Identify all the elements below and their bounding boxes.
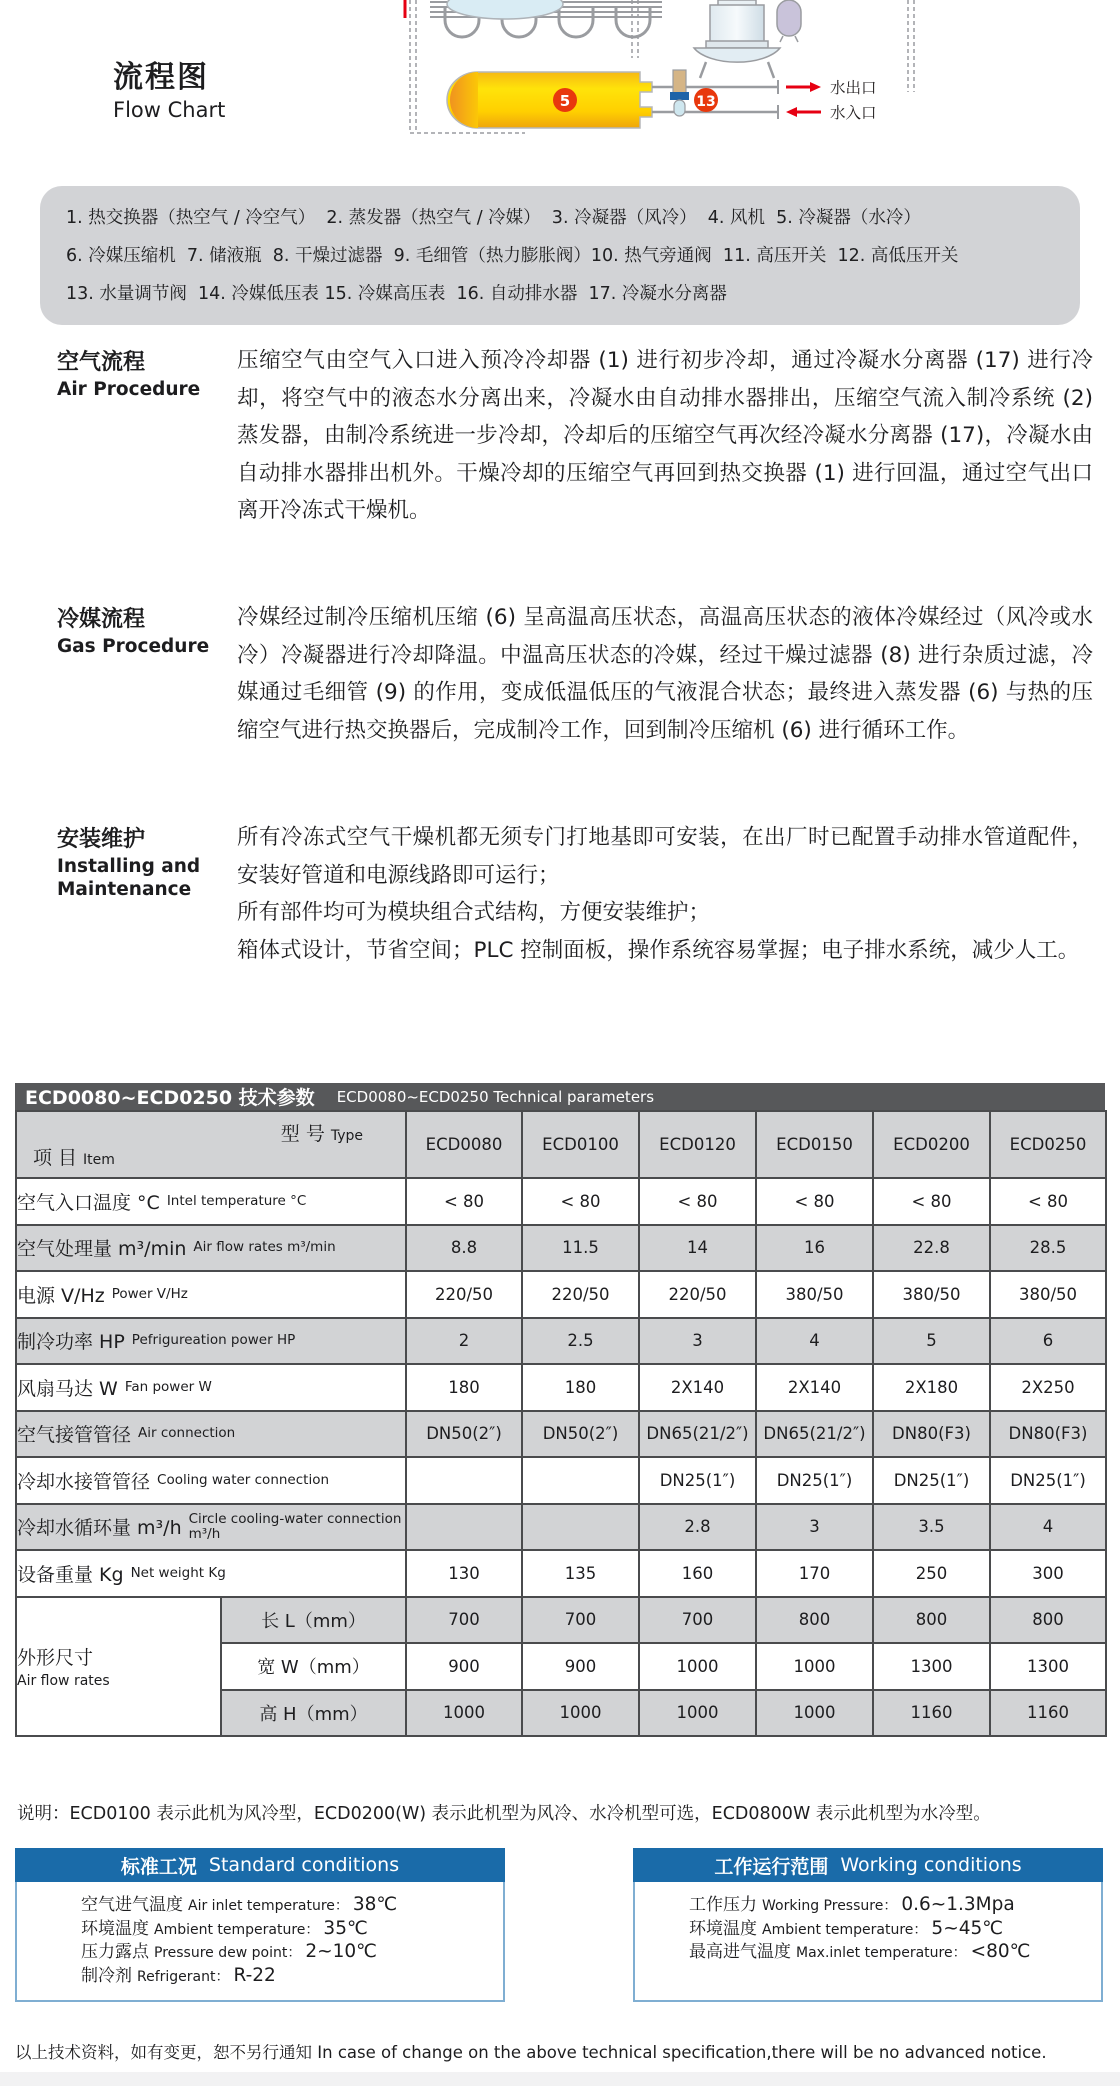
row-label	[16, 1271, 406, 1318]
spec-value: DN80(F3)	[873, 1411, 990, 1458]
install-paragraph: 所有部件均可为模块组合式结构，方便安装维护；	[237, 900, 711, 926]
install-heading	[57, 822, 229, 901]
condition-label-en: Refrigerant：	[137, 1968, 230, 1985]
legend-line: 1. 热交换器（热空气 / 冷空气） 2. 蒸发器（热空气 / 冷媒） 3. 冷凝器（风冷） 4. 风机 5. 冷凝器（水冷）	[66, 208, 921, 228]
row-label-wrap	[17, 1374, 405, 1401]
dimension-value: 1000	[639, 1690, 756, 1737]
condition-label-zh: 环境温度	[81, 1918, 149, 1939]
spec-value: 16	[756, 1225, 873, 1272]
standard-conditions-title-en: Standard conditions	[208, 1854, 400, 1876]
condition-value: R-22	[233, 1964, 276, 1986]
spec-value: 380/50	[756, 1271, 873, 1318]
spec-value: 180	[522, 1364, 639, 1411]
spec-value: < 80	[406, 1178, 522, 1225]
corner-type-label	[281, 1119, 363, 1146]
spec-value: < 80	[873, 1178, 990, 1225]
row-label-wrap	[17, 1327, 405, 1354]
condition-line	[81, 1918, 503, 1942]
working-conditions-header	[633, 1848, 1103, 1882]
dimension-row	[16, 1597, 1106, 1644]
spec-value: 220/50	[406, 1271, 522, 1318]
table-corner-cell	[16, 1111, 406, 1178]
row-label-en: Intel temperature °C	[166, 1192, 307, 1209]
gas-procedure-text: 冷媒经过制冷压缩机压缩 (6) 呈高温高压状态，高温高压状态的液体冷媒经过（风冷或水冷）冷凝器进行冷却降温。中温高压状态的冷媒，经过干燥过滤器 (8) 进行杂质过滤，冷媒通过毛细管 (9) 的作用，变成低温低压的气液混合状态；最终进入蒸发器 (6) 与热的压缩空气进行热交换器后，完成制冷工作，回到制冷压缩机 (6) 进行循环工作。	[237, 605, 1093, 743]
row-label-wrap	[17, 1512, 405, 1542]
working-conditions-title-zh: 工作运行范围	[714, 1855, 829, 1878]
standard-conditions-box	[15, 1848, 505, 2002]
row-label-zh: 空气入口温度 °C	[17, 1191, 160, 1214]
dimension-value: 1000	[522, 1690, 639, 1737]
condition-label-zh: 最高进气温度	[689, 1942, 791, 1962]
dimension-value: 1160	[873, 1690, 990, 1737]
flow-diagram-svg	[310, 0, 920, 145]
row-label-wrap	[17, 1420, 405, 1447]
spec-value: 2.8	[639, 1504, 756, 1551]
spec-value: 11.5	[522, 1225, 639, 1272]
legend-line: 13. 水量调节阀 14. 冷媒低压表 15. 冷媒高压表 16. 自动排水器 17. 冷凝水分离器	[66, 284, 727, 304]
row-label	[16, 1364, 406, 1411]
condition-label-en: Air inlet temperature：	[188, 1898, 349, 1914]
condition-line	[689, 1941, 1101, 1965]
condition-value: <80℃	[970, 1941, 1031, 1962]
standard-conditions-title-zh: 标准工况	[120, 1855, 197, 1878]
condition-line	[689, 1918, 1101, 1942]
dimension-label: 高 H（mm）	[221, 1690, 406, 1737]
condition-label-zh: 环境温度	[689, 1918, 757, 1939]
dimension-value: 800	[873, 1597, 990, 1644]
dimension-value: 1000	[756, 1690, 873, 1737]
spec-value: 2X180	[873, 1364, 990, 1411]
type-label-en: Type	[330, 1128, 363, 1144]
row-label-en: Power V/Hz	[111, 1285, 188, 1302]
dimension-value: 1300	[990, 1643, 1106, 1690]
row-label-en: Pefrigureation power HP	[131, 1332, 296, 1349]
row-label-en: Circle cooling-water connection m³/h	[188, 1510, 402, 1542]
spec-row	[16, 1178, 1106, 1225]
spec-value: 220/50	[639, 1271, 756, 1318]
dimension-label: 宽 W（mm）	[221, 1643, 406, 1690]
dimension-value: 900	[522, 1643, 639, 1690]
row-label-en: Air connection	[138, 1425, 236, 1442]
spec-value: 28.5	[990, 1225, 1106, 1272]
item-label-zh: 项 目	[33, 1147, 78, 1169]
working-conditions-body	[633, 1882, 1103, 2002]
condition-value: 5~45℃	[931, 1917, 1004, 1939]
air-procedure-heading-zh: 空气流程	[57, 350, 146, 375]
condition-value: 2~10℃	[305, 1941, 377, 1962]
table-title-en: ECD0080~ECD0250 Technical parameters	[336, 1087, 655, 1106]
row-label-zh: 设备重量 Kg	[17, 1563, 124, 1586]
dimension-value: 700	[406, 1597, 522, 1644]
row-label-wrap	[17, 1188, 405, 1215]
spec-value: 3	[756, 1504, 873, 1551]
row-label	[16, 1504, 406, 1551]
condition-line	[81, 1965, 503, 1989]
dimension-label: 长 L（mm）	[221, 1597, 406, 1644]
air-procedure-body	[237, 342, 1093, 530]
dimension-group-en: Air flow rates	[17, 1673, 110, 1690]
type-label-zh: 型 号	[280, 1123, 325, 1145]
working-conditions-box	[633, 1848, 1103, 2002]
spec-value: 3.5	[873, 1504, 990, 1551]
model-note: 说明：ECD0100 表示此机为风冷型，ECD0200(W) 表示此机型为风冷、水冷机型可选，ECD0800W 表示此机型为水冷型。	[17, 1803, 991, 1824]
spec-value	[522, 1457, 639, 1504]
bottom-strip	[0, 2072, 1120, 2086]
condition-value: 35℃	[323, 1917, 368, 1939]
condition-label-zh: 空气进气温度	[81, 1895, 183, 1915]
model-header: ECD0120	[639, 1111, 756, 1178]
air-procedure-heading	[57, 345, 229, 401]
install-paragraph: 箱体式设计，节省空间；PLC 控制面板，操作系统容易掌握；电子排水系统，减少人工。	[237, 937, 1080, 963]
marker-5-badge	[553, 88, 577, 112]
spec-row	[16, 1318, 1106, 1365]
dimension-value: 700	[522, 1597, 639, 1644]
condition-label-zh: 制冷剂	[81, 1965, 132, 1986]
corner-item-label	[33, 1143, 115, 1170]
condition-label-en: Ambient temperature：	[154, 1921, 320, 1938]
spec-value: 380/50	[990, 1271, 1106, 1318]
condition-label-en: Pressure dew point：	[154, 1945, 302, 1961]
water-outlet-arrow-icon	[786, 82, 821, 92]
row-label	[16, 1178, 406, 1225]
spec-value: 22.8	[873, 1225, 990, 1272]
spec-value: 180	[406, 1364, 522, 1411]
row-label-zh: 冷却水接管管径	[17, 1470, 151, 1493]
spec-value: 135	[522, 1550, 639, 1597]
legend-line: 6. 冷媒压缩机 7. 储液瓶 8. 干燥过滤器 9. 毛细管（热力膨胀阀）10. 热气旁通阀 11. 高压开关 12. 高低压开关	[66, 246, 959, 266]
condition-label-en: Ambient temperature：	[762, 1921, 928, 1938]
spec-value: 2.5	[522, 1318, 639, 1365]
gas-procedure-heading-zh: 冷媒流程	[57, 607, 146, 632]
row-label-wrap	[17, 1281, 405, 1308]
row-label-wrap	[17, 1234, 405, 1261]
dimension-value: 900	[406, 1643, 522, 1690]
marker-5-number: 5	[559, 92, 571, 110]
gas-procedure-heading	[57, 602, 229, 658]
spec-row	[16, 1271, 1106, 1318]
spec-value: DN25(1″)	[639, 1457, 756, 1504]
item-label-en: Item	[83, 1152, 115, 1168]
legend-box	[40, 186, 1080, 325]
spec-value: 130	[406, 1550, 522, 1597]
row-label	[16, 1457, 406, 1504]
spec-value: 160	[639, 1550, 756, 1597]
spec-value: 4	[756, 1318, 873, 1365]
condition-value: 0.6~1.3Mpa	[901, 1894, 1015, 1915]
spec-value: 5	[873, 1318, 990, 1365]
row-label-en: Air flow rates m³/min	[193, 1239, 336, 1256]
row-label	[16, 1550, 406, 1597]
condition-value: 38℃	[352, 1894, 398, 1915]
spec-value: 14	[639, 1225, 756, 1272]
row-label-zh: 空气接管管径	[17, 1424, 132, 1447]
row-label-zh: 冷却水循环量 m³/h	[17, 1517, 182, 1540]
install-body	[237, 819, 1093, 969]
spec-row	[16, 1411, 1106, 1458]
gas-procedure-body	[237, 599, 1093, 749]
spec-value: DN25(1″)	[873, 1457, 990, 1504]
condition-line	[689, 1894, 1101, 1918]
spec-row	[16, 1504, 1106, 1551]
row-label-zh: 电源 V/Hz	[17, 1284, 105, 1307]
row-label	[16, 1225, 406, 1272]
air-procedure-text: 压缩空气由空气入口进入预冷冷却器 (1) 进行初步冷却，通过冷凝水分离器 (17) 进行冷却，将空气中的液态水分离出来，冷凝水由自动排水器排出，压缩空气流入制冷系统 (2) 蒸发器，由制冷系统进一步冷却，冷却后的压缩空气再次经冷凝水分离器 (17)，冷凝水由自动排水器排出机外。干燥冷却的压缩空气再回到热交换器 (1) 进行回温，通过空气出口离开冷冻式干燥机。	[237, 348, 1093, 524]
table-header-row	[16, 1111, 1106, 1178]
spec-value: < 80	[522, 1178, 639, 1225]
model-header: ECD0100	[522, 1111, 639, 1178]
spec-value: DN50(2″)	[522, 1411, 639, 1458]
install-paragraph: 所有冷冻式空气干燥机都无须专门打地基即可安装，在出厂时已配置手动排水管道配件，安装好管道和电源线路即可运行；	[237, 825, 1093, 888]
dimension-value: 1160	[990, 1690, 1106, 1737]
spec-value: DN65(21/2″)	[639, 1411, 756, 1458]
flow-chart-title-en: Flow Chart	[113, 98, 226, 122]
dimension-group-zh: 外形尺寸	[17, 1647, 94, 1670]
install-heading-zh: 安装维护	[57, 827, 146, 852]
spec-value: 2X140	[639, 1364, 756, 1411]
row-label-en: Net weight Kg	[130, 1564, 226, 1581]
water-outlet-label: 水出口	[830, 79, 877, 97]
row-label-wrap	[17, 1560, 405, 1587]
table-title-zh: ECD0080~ECD0250 技术参数	[25, 1087, 315, 1109]
dimension-value: 800	[990, 1597, 1106, 1644]
flow-chart-title	[113, 52, 225, 122]
model-header: ECD0200	[873, 1111, 990, 1178]
table-title-bar	[15, 1083, 1105, 1110]
water-inlet-label: 水入口	[830, 104, 877, 122]
spec-value: 4	[990, 1504, 1106, 1551]
condition-line	[81, 1941, 503, 1965]
condition-label-en: Working Pressure：	[762, 1898, 898, 1914]
row-label-en: Fan power W	[124, 1378, 212, 1395]
water-regulating-valve	[670, 70, 689, 116]
spec-value	[406, 1504, 522, 1551]
spec-value: 380/50	[873, 1271, 990, 1318]
spec-value: 170	[756, 1550, 873, 1597]
spec-value	[522, 1504, 639, 1551]
gas-procedure-heading-en: Gas Procedure	[57, 636, 210, 657]
spec-table-body	[16, 1111, 1106, 1736]
water-cooled-condenser	[447, 72, 652, 128]
spec-value: DN80(F3)	[990, 1411, 1106, 1458]
dimension-value: 800	[756, 1597, 873, 1644]
spec-value: 3	[639, 1318, 756, 1365]
receiver-tank	[694, 0, 780, 78]
standard-conditions-header	[15, 1848, 505, 1882]
spec-value: 250	[873, 1550, 990, 1597]
row-label-en: Cooling water connection	[157, 1471, 330, 1488]
install-heading-en: Installing and Maintenance	[57, 856, 201, 900]
spec-value: DN65(21/2″)	[756, 1411, 873, 1458]
row-label-wrap	[17, 1467, 405, 1494]
condition-label-zh: 压力露点	[81, 1942, 149, 1962]
dimension-value: 1000	[756, 1643, 873, 1690]
disclaimer-note: 以上技术资料，如有变更，恕不另行通知 In case of change on the above technical specification,there will be no advanced notice.	[15, 2042, 1047, 2062]
dimension-value: 700	[639, 1597, 756, 1644]
condition-label-zh: 工作压力	[689, 1895, 757, 1915]
spec-value: 300	[990, 1550, 1106, 1597]
model-header: ECD0150	[756, 1111, 873, 1178]
spec-value: 8.8	[406, 1225, 522, 1272]
row-label-zh: 空气处理量 m³/min	[17, 1238, 187, 1261]
row-label	[16, 1318, 406, 1365]
spec-table	[15, 1110, 1107, 1737]
standard-conditions-body	[15, 1882, 505, 2002]
spec-value: 2	[406, 1318, 522, 1365]
spec-value: 6	[990, 1318, 1106, 1365]
spec-row	[16, 1550, 1106, 1597]
flow-chart-title-zh: 流程图	[113, 60, 209, 95]
model-header: ECD0080	[406, 1111, 522, 1178]
condition-line	[81, 1894, 503, 1918]
spec-row	[16, 1457, 1106, 1504]
marker-13-number: 13	[696, 94, 716, 110]
dimension-value: 1000	[406, 1690, 522, 1737]
spec-row	[16, 1364, 1106, 1411]
row-label-zh: 制冷功率 HP	[17, 1331, 125, 1354]
spec-value: DN25(1″)	[756, 1457, 873, 1504]
dryer-filter-capsule	[777, 0, 801, 42]
dimension-value: 1300	[873, 1643, 990, 1690]
model-header: ECD0250	[990, 1111, 1106, 1178]
air-procedure-heading-en: Air Procedure	[57, 379, 201, 400]
dimension-group-label	[16, 1597, 221, 1737]
spec-row	[16, 1225, 1106, 1272]
row-label	[16, 1411, 406, 1458]
spec-value: DN25(1″)	[990, 1457, 1106, 1504]
spec-value: < 80	[756, 1178, 873, 1225]
spec-value: DN50(2″)	[406, 1411, 522, 1458]
flow-diagram	[310, 0, 920, 145]
water-inlet-arrow-icon	[786, 107, 821, 117]
spec-value	[406, 1457, 522, 1504]
dimension-value: 1000	[639, 1643, 756, 1690]
spec-value: < 80	[990, 1178, 1106, 1225]
spec-value: < 80	[639, 1178, 756, 1225]
spec-value: 2X140	[756, 1364, 873, 1411]
working-conditions-title-en: Working conditions	[840, 1854, 1022, 1876]
condition-label-en: Max.inlet temperature：	[796, 1945, 967, 1961]
spec-value: 2X250	[990, 1364, 1106, 1411]
marker-13-badge	[694, 88, 718, 112]
row-label-zh: 风扇马达 W	[17, 1377, 118, 1400]
spec-value: 220/50	[522, 1271, 639, 1318]
